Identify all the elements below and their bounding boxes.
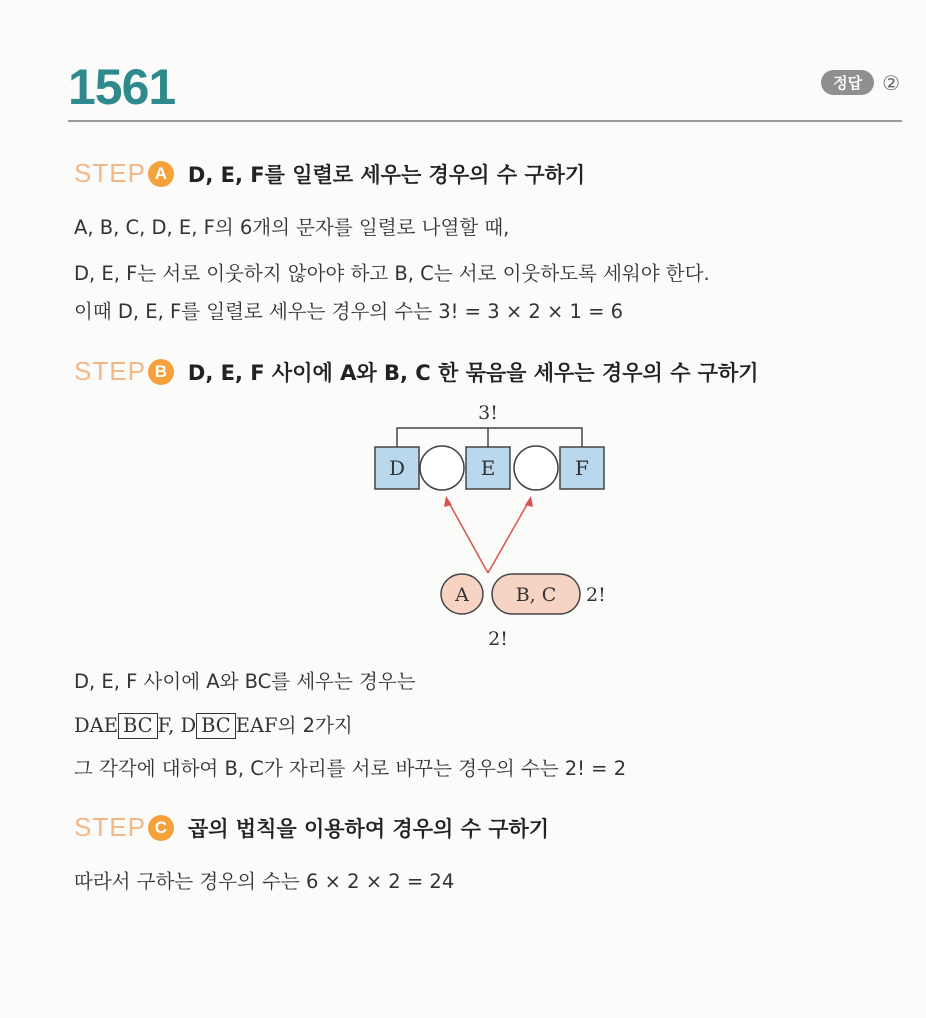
step-b-line-2 [74, 710, 353, 739]
diagram-inner-label: 2! [586, 584, 606, 606]
item-a-label: A [455, 584, 469, 606]
header-divider [68, 120, 902, 122]
box-d-label: D [388, 456, 406, 480]
step-a-heading [74, 158, 585, 189]
step-b-title: D, E, F 사이에 A와 B, C 한 묶음을 세우는 경우의 수 구하기 [187, 360, 759, 385]
answer-value: ② [882, 70, 900, 95]
step-b-line-1: D, E, F 사이에 A와 BC를 세우는 경우는 [74, 670, 416, 693]
box-e-label: E [480, 456, 496, 480]
step-c-title: 곱의 법칙을 이용하여 경우의 수 구하기 [187, 816, 550, 841]
gap-slot-1 [420, 446, 464, 490]
bc-box-2: BC [196, 713, 236, 739]
step-b-badge: B [148, 359, 174, 385]
problem-number: 1561 [68, 59, 176, 115]
arrow-to-gap-1 [448, 501, 488, 573]
arrangement-count: 의 2가지 [277, 714, 353, 737]
arrangement-1-suffix: F, D [157, 714, 197, 737]
item-bc-label: B, C [515, 584, 557, 606]
answer-badge: 정답 [821, 70, 874, 95]
answer [821, 70, 900, 95]
step-b-line-3: 그 각각에 대하여 B, C가 자리를 서로 바꾸는 경우의 수는 2! = 2 [74, 757, 627, 780]
step-c-line-1: 따라서 구하는 경우의 수는 6 × 2 × 2 = 24 [74, 870, 455, 893]
arrangement-2-suffix: EAF [235, 714, 278, 737]
diagram-bottom-label: 2! [488, 628, 508, 650]
step-a-line-1: A, B, C, D, E, F의 6개의 문자를 일렬로 나열할 때, [74, 216, 510, 239]
step-c-badge: C [148, 815, 174, 841]
arrangement-diagram [0, 395, 926, 665]
step-a-title: D, E, F를 일렬로 세우는 경우의 수 구하기 [187, 162, 586, 187]
diagram-bracket [397, 428, 582, 447]
step-c-heading [74, 812, 549, 843]
step-b-word: STEP [74, 356, 146, 386]
box-f-label: F [575, 456, 589, 480]
step-a-line-2: D, E, F는 서로 이웃하지 않아야 하고 B, C는 서로 이웃하도록 세워야 한다. [74, 262, 710, 285]
bc-box-1: BC [118, 713, 158, 739]
arrow-to-gap-2 [488, 501, 529, 573]
step-c-word: STEP [74, 812, 146, 842]
step-a-line-3: 이때 D, E, F를 일렬로 세우는 경우의 수는 3! = 3 × 2 × 1 = 6 [74, 300, 624, 323]
step-b-heading [74, 356, 759, 387]
arrangement-1-prefix: DAE [74, 714, 118, 737]
step-a-badge: A [148, 161, 174, 187]
gap-slot-2 [514, 446, 558, 490]
diagram-top-label: 3! [478, 402, 498, 424]
step-a-word: STEP [74, 158, 146, 188]
